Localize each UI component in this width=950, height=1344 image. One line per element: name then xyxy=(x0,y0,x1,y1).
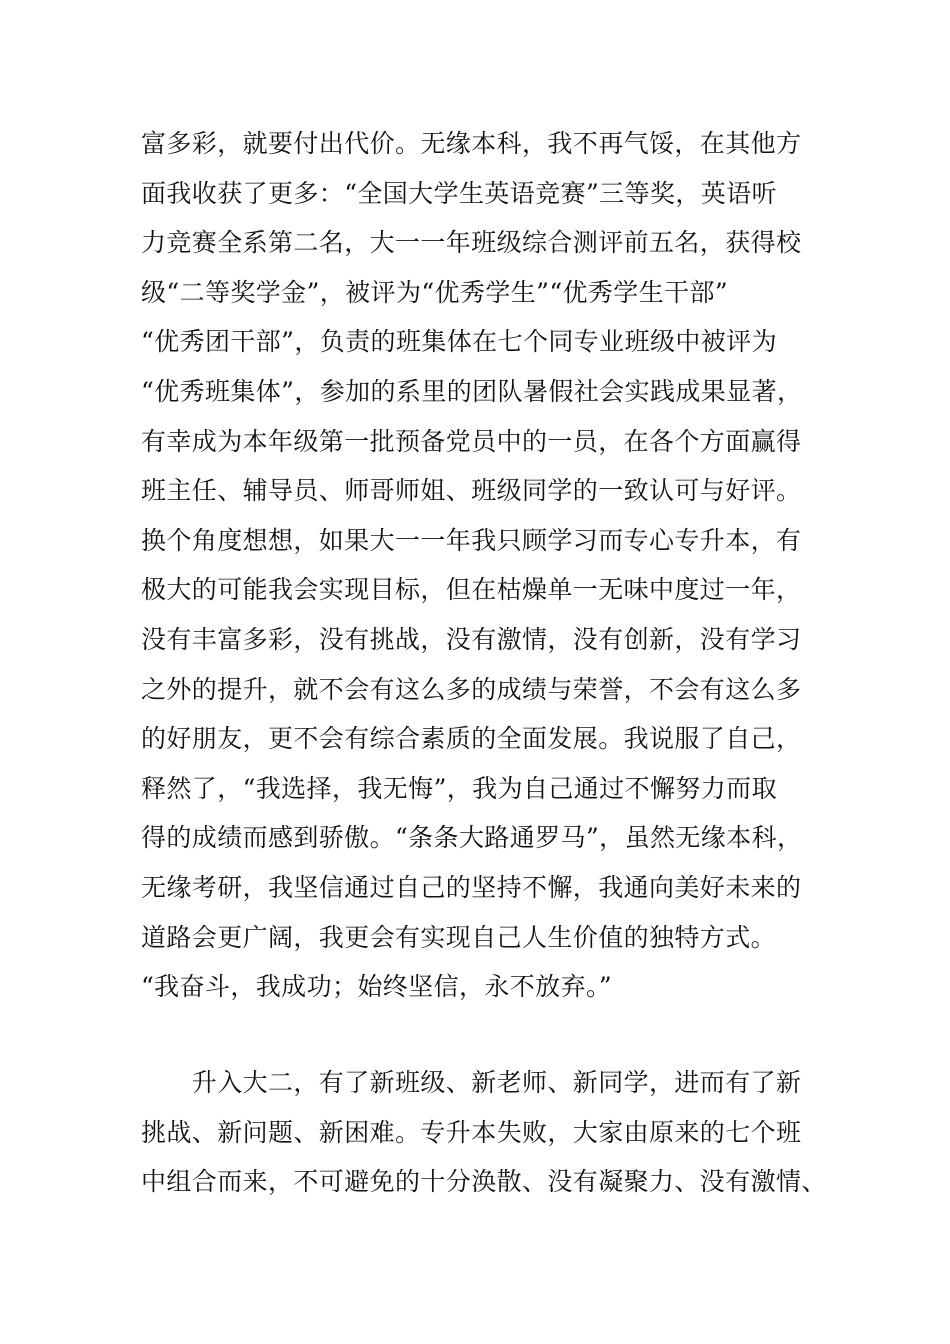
text-line: 得的成绩而感到骄傲。“条条大路通罗马”，虽然无缘本科， xyxy=(141,823,803,853)
text-line: 无缘考研，我坚信通过自己的坚持不懈，我通向美好未来的 xyxy=(141,872,802,902)
text-line: 换个角度想想，如果大一一年我只顾学习而专心专升本，有 xyxy=(141,525,802,555)
text-line: 没有丰富多彩，没有挑战，没有激情，没有创新，没有学习 xyxy=(141,624,802,654)
text-line: 力竞赛全系第二名，大一一年班级综合测评前五名，获得校 xyxy=(141,228,802,258)
text-line: 级“二等奖学金”，被评为“优秀学生”“优秀学生干部” xyxy=(141,277,729,307)
text-line: “我奋斗，我成功；始终坚信，永不放弃。” xyxy=(141,972,613,1002)
text-line: 富多彩，就要付出代价。无缘本科，我不再气馁，在其他方 xyxy=(141,129,802,158)
text-line: 释然了，“我选择，我无悔”，我为自己通过不懈努力而取 xyxy=(141,773,777,803)
text-line: 极大的可能我会实现目标，但在枯燥单一无味中度过一年， xyxy=(141,575,802,605)
text-line: 班主任、辅导员、师哥师姐、班级同学的一致认可与好评。 xyxy=(141,476,802,506)
text-line: 之外的提升，就不会有这么多的成绩与荣誉，不会有这么多 xyxy=(141,674,802,704)
text-line: “优秀团干部”，负责的班集体在七个同专业班级中被评为 xyxy=(141,327,777,357)
text-line: 中组合而来，不可避免的十分涣散、没有凝聚力、没有激情、 xyxy=(141,1167,827,1197)
text-line: 道路会更广阔，我更会有实现自己人生价值的独特方式。 xyxy=(141,922,777,952)
paragraph-2 xyxy=(141,1058,827,1207)
text-line: 有幸成为本年级第一批预备党员中的一员，在各个方面赢得 xyxy=(141,426,802,456)
text-line: 挑战、新问题、新困难。专升本失败，大家由原来的七个班 xyxy=(141,1117,802,1147)
paragraph-1 xyxy=(141,119,821,1012)
text-line: 面我收获了更多：“全国大学生英语竞赛”三等奖，英语听 xyxy=(141,178,777,208)
text-line: “优秀班集体”，参加的系里的团队暑假社会实践成果显著， xyxy=(141,376,803,406)
text-line: 的好朋友，更不会有综合素质的全面发展。我说服了自己， xyxy=(141,724,802,754)
text-line: 升入大二，有了新班级、新老师、新同学，进而有了新 xyxy=(141,1068,802,1097)
